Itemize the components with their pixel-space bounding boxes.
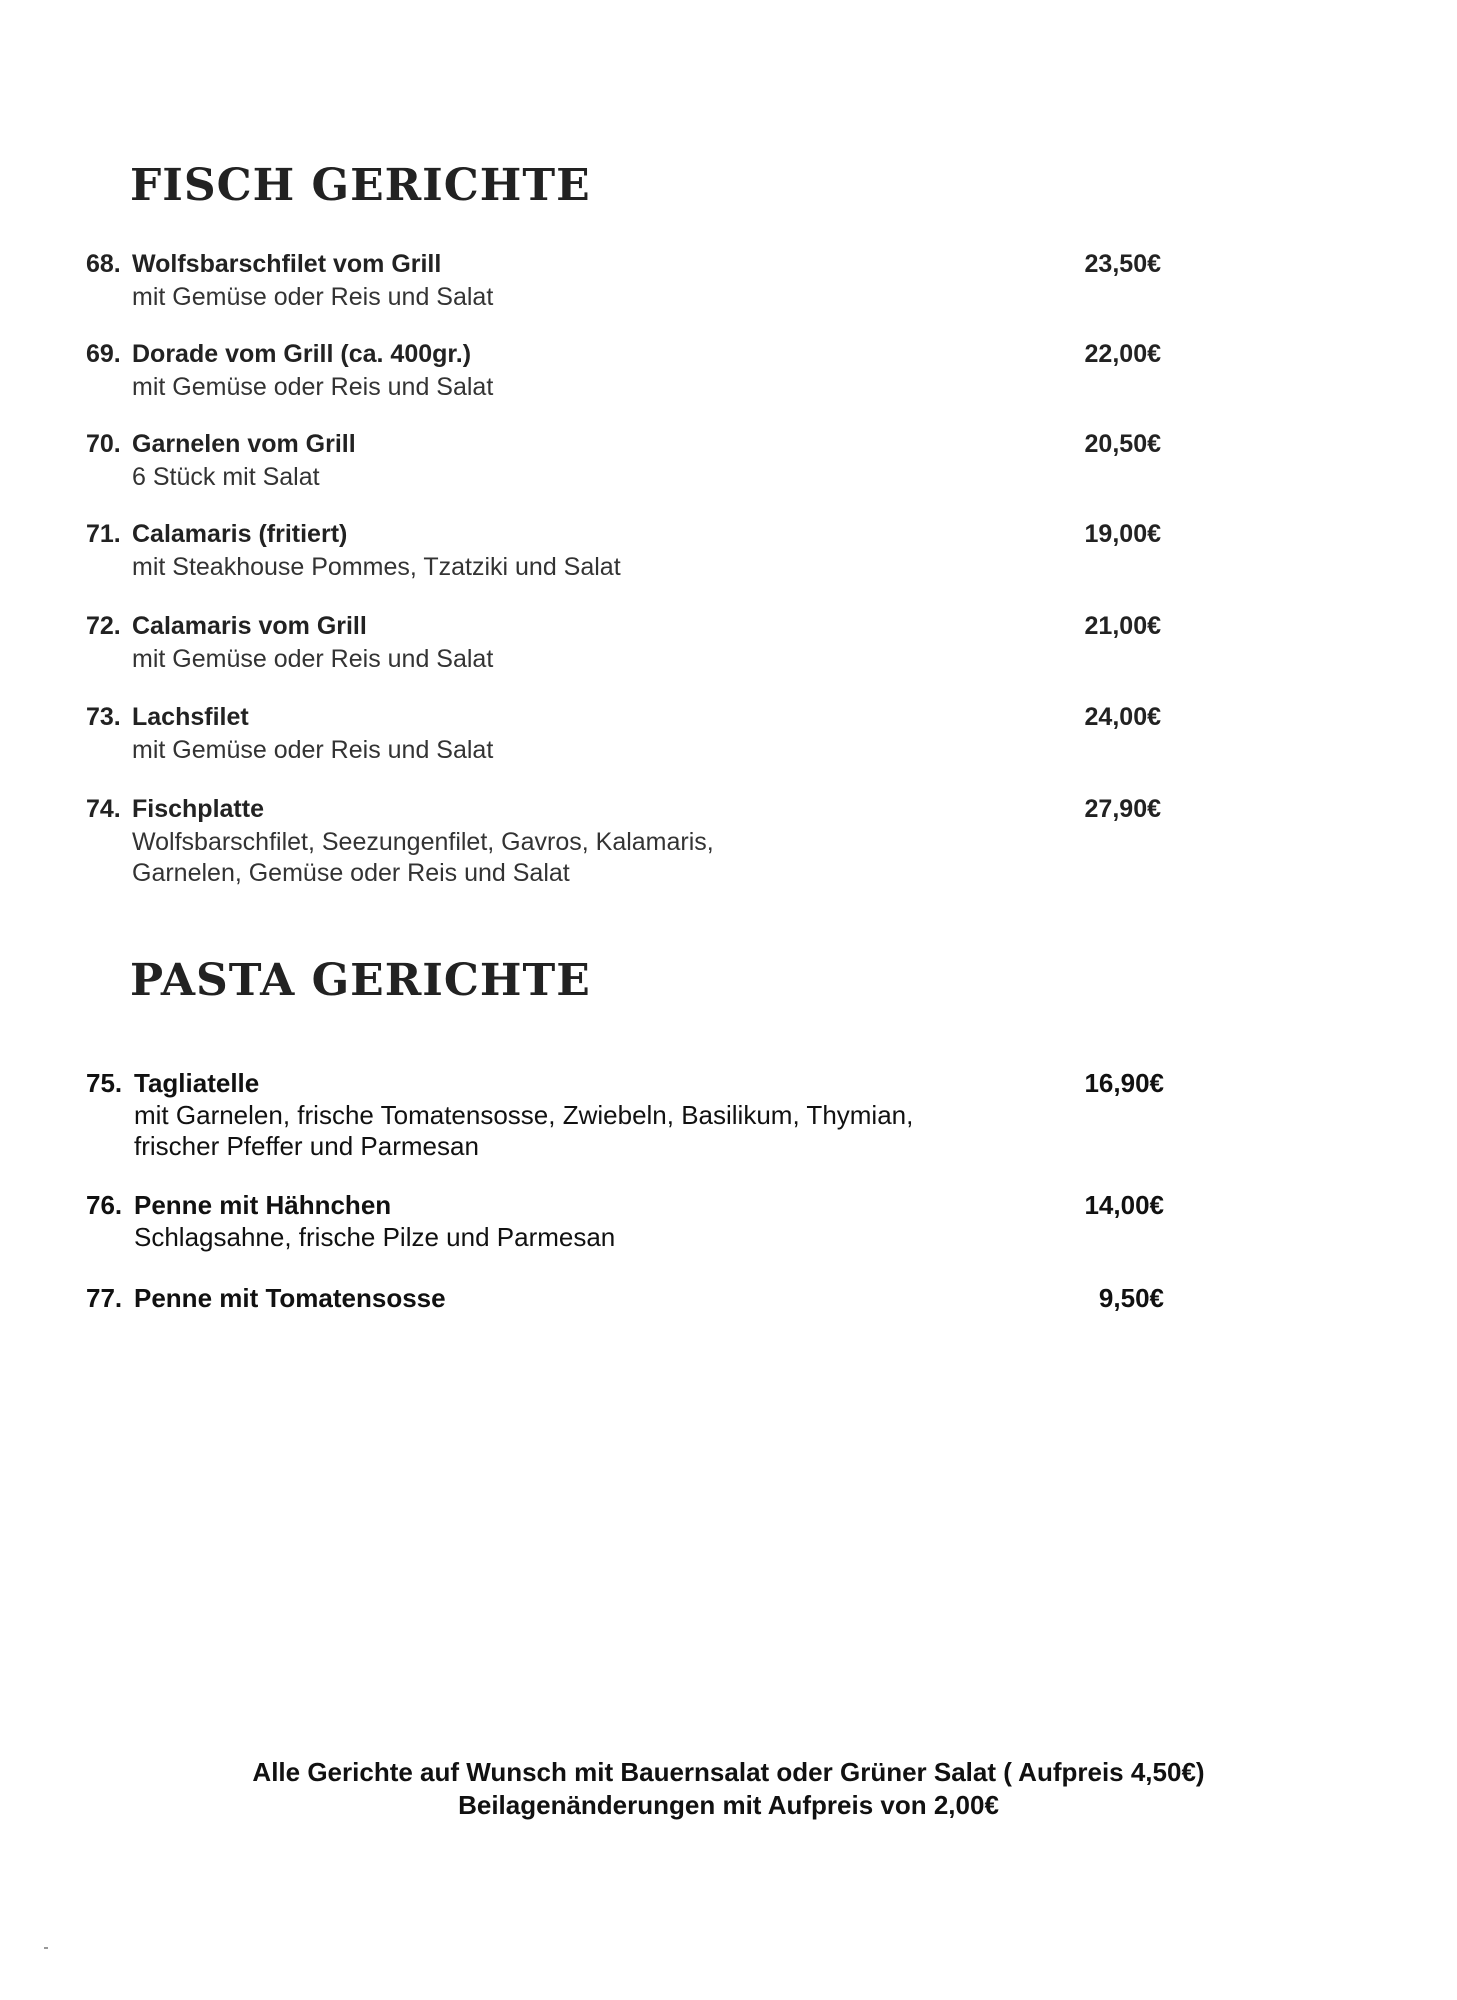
item-price: 14,00€ [1084, 1190, 1164, 1220]
item-description: mit Gemüse oder Reis und Salat [132, 736, 494, 764]
item-number: 68. [86, 250, 121, 278]
menu-item-74 [86, 795, 1161, 889]
item-name: Tagliatelle [134, 1068, 260, 1098]
scan-speck [44, 1947, 48, 1949]
item-number: 69. [86, 340, 121, 368]
item-price: 16,90€ [1084, 1068, 1164, 1098]
item-description: mit Gemüse oder Reis und Salat [132, 283, 494, 311]
item-price: 23,50€ [1084, 250, 1161, 278]
item-price: 22,00€ [1084, 340, 1161, 368]
item-name: Wolfsbarschfilet vom Grill [132, 250, 442, 278]
item-description: 6 Stück mit Salat [132, 463, 320, 491]
item-number: 77. [86, 1283, 123, 1313]
menu-item-75 [86, 1068, 1164, 1162]
item-name: Lachsfilet [132, 703, 249, 731]
menu-item-76 [86, 1190, 1164, 1253]
item-price: 27,90€ [1084, 795, 1161, 823]
menu-item-70 [86, 430, 1161, 493]
item-price: 21,00€ [1084, 612, 1161, 640]
item-name: Fischplatte [132, 795, 264, 823]
item-description: Schlagsahne, frische Pilze und Parmesan [134, 1222, 616, 1252]
menu-item-77 [86, 1283, 1164, 1315]
section-title-fisch: FISCH GERICHTE [130, 160, 591, 211]
footer-line-salad-surcharge: Alle Gerichte auf Wunsch mit Bauernsalat oder Grüner Salat ( Aufpreis 4,50€) [252, 1757, 1205, 1787]
item-name: Penne mit Hähnchen [134, 1190, 392, 1220]
menu-item-73 [86, 703, 1161, 766]
item-price: 20,50€ [1084, 430, 1161, 458]
item-number: 76. [86, 1190, 123, 1220]
item-number: 70. [86, 430, 121, 458]
item-name: Garnelen vom Grill [132, 430, 356, 458]
item-description: Wolfsbarschfilet, Seezungenfilet, Gavros, Kalamaris, Garnelen, Gemüse oder Reis und Salat [132, 828, 714, 887]
item-number: 71. [86, 520, 121, 548]
section-title-pasta: PASTA GERICHTE [130, 955, 591, 1006]
menu-item-69 [86, 340, 1161, 403]
item-description: mit Garnelen, frische Tomatensosse, Zwiebeln, Basilikum, Thymian, frischer Pfeffer und Parmesan [134, 1100, 914, 1161]
item-number: 73. [86, 703, 121, 731]
footer-line-side-change: Beilagenänderungen mit Aufpreis von 2,00€ [458, 1790, 999, 1820]
item-number: 72. [86, 612, 121, 640]
menu-item-71 [86, 520, 1161, 583]
item-name: Penne mit Tomatensosse [134, 1283, 446, 1313]
menu-item-72 [86, 612, 1161, 675]
item-price: 24,00€ [1084, 703, 1161, 731]
item-number: 74. [86, 795, 121, 823]
item-name: Calamaris vom Grill [132, 612, 367, 640]
item-name: Calamaris (fritiert) [132, 520, 348, 548]
menu-item-68 [86, 250, 1161, 313]
item-price: 9,50€ [1098, 1283, 1164, 1313]
item-number: 75. [86, 1068, 123, 1098]
menu-footer-note [0, 1756, 1457, 1822]
item-description: mit Steakhouse Pommes, Tzatziki und Salat [132, 553, 621, 581]
item-description: mit Gemüse oder Reis und Salat [132, 645, 494, 673]
item-description: mit Gemüse oder Reis und Salat [132, 373, 494, 401]
item-name: Dorade vom Grill (ca. 400gr.) [132, 340, 472, 368]
item-price: 19,00€ [1084, 520, 1161, 548]
